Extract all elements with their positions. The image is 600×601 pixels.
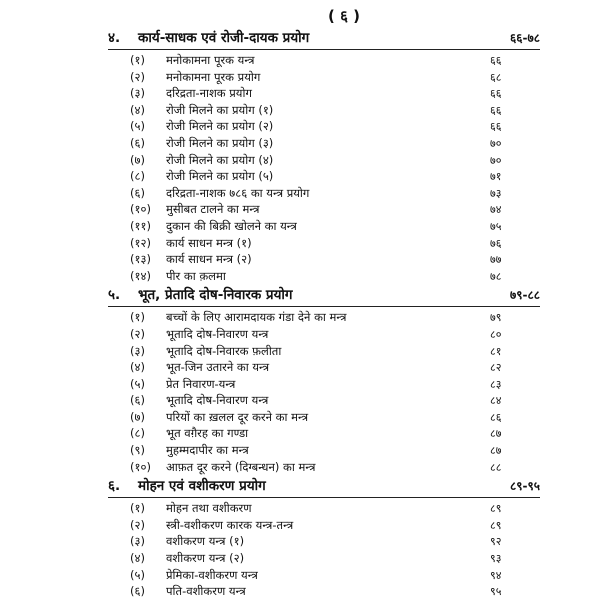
entry-page: ७४ [490, 203, 502, 217]
entry-title: कार्य साधन मन्त्र (१) [166, 235, 252, 250]
entry-number: (२) [130, 517, 145, 532]
contents-entry[interactable] [108, 310, 540, 327]
contents-entry[interactable] [108, 568, 540, 585]
entry-number: (११) [130, 218, 151, 233]
section-number: ४. [108, 30, 121, 46]
section-title-group [108, 285, 293, 303]
entry-number: (४) [130, 551, 145, 566]
entry-number: (३) [130, 343, 145, 358]
contents-entry[interactable] [108, 103, 540, 120]
contents-entry[interactable] [108, 501, 540, 518]
entry-title: भूत वग़ैरह का गण्डा [166, 426, 249, 441]
contents-entry[interactable] [108, 460, 540, 477]
section-heading [108, 28, 540, 48]
contents-entry[interactable] [108, 393, 540, 410]
contents-entry[interactable] [108, 252, 540, 269]
entry-number: (१) [130, 310, 145, 325]
entry-title: मनोकामना पूरक यन्त्र [166, 53, 255, 67]
entry-number: (२) [130, 69, 145, 84]
entry-page: ९५ [490, 585, 502, 599]
entry-title: प्रेमिका-वशीकरण यन्त्र [166, 567, 258, 582]
entry-number: (८) [130, 426, 145, 441]
entry-page: ७० [490, 153, 502, 167]
contents-entry[interactable] [108, 518, 540, 535]
section-divider [108, 306, 540, 307]
entry-page: ६६ [490, 103, 502, 117]
entry-title: रोजी मिलने का प्रयोग (३) [166, 135, 274, 150]
contents-entry[interactable] [108, 360, 540, 377]
section-page-range: ८९-९५ [510, 479, 540, 494]
section-title: मोहन एवं वशीकरण प्रयोग [138, 478, 266, 495]
entry-page: ९२ [490, 535, 502, 549]
entry-title: बच्चों के लिए आरामदायक गंडा देने का मन्त्र [166, 310, 347, 325]
entry-title: रोजी मिलने का प्रयोग (१) [166, 102, 274, 117]
entry-number: (७) [130, 409, 145, 424]
contents-entry[interactable] [108, 219, 540, 236]
contents-entry[interactable] [108, 169, 540, 186]
section-title: कार्य-साधक एवं रोजी-दायक प्रयोग [138, 30, 310, 46]
entry-number: (६) [130, 135, 145, 150]
contents-entry[interactable] [108, 119, 540, 136]
contents-entry[interactable] [108, 70, 540, 87]
page-number: ( ६ ) [328, 7, 360, 25]
entry-title: दुकान की बिक्री खोलने का यन्त्र [166, 218, 297, 233]
entry-page: ७३ [490, 186, 502, 200]
section-title-group [108, 28, 309, 46]
entry-page: ७५ [490, 219, 502, 233]
entry-number: (१२) [130, 235, 151, 250]
entry-title: आफ़त दूर करने (दिग्बन्धन) का मन्त्र [166, 459, 316, 474]
entry-title: स्त्री-वशीकरण कारक यन्त्र-तन्त्र [166, 517, 294, 532]
contents-entry[interactable] [108, 584, 540, 601]
entry-title: प्रेत निवारण-यन्त्र [166, 376, 236, 391]
entry-title: भूतादि दोष-निवारण यन्त्र [166, 326, 269, 341]
entry-page: ७६ [490, 236, 502, 250]
entry-title: मुसीबत टालने का मन्त्र [166, 202, 260, 217]
entry-page: ९४ [490, 568, 502, 582]
section-divider [108, 497, 540, 498]
entry-page: ६८ [490, 70, 502, 84]
contents-entry[interactable] [108, 426, 540, 443]
entry-page: ६६ [490, 87, 502, 101]
entry-number: (४) [130, 102, 145, 117]
entry-title: रोजी मिलने का प्रयोग (२) [166, 119, 274, 134]
entry-number: (१) [130, 501, 145, 516]
entry-number: (७) [130, 152, 145, 167]
entry-number: (१४) [130, 268, 151, 283]
entry-page: ७० [490, 136, 502, 150]
entry-page: ६६ [490, 54, 502, 67]
entry-title: दरिद्रता-नाशक प्रयोग [166, 86, 252, 101]
entry-number: (४) [130, 360, 145, 375]
entry-number: (५) [130, 119, 145, 134]
contents-entry[interactable] [108, 236, 540, 253]
contents-entry[interactable] [108, 153, 540, 170]
entry-page: ८७ [490, 427, 502, 441]
contents-entry[interactable] [108, 344, 540, 361]
entry-page: ९३ [490, 552, 502, 566]
entry-title: मोहन तथा वशीकरण [166, 501, 252, 516]
entry-number: (६) [130, 584, 145, 599]
entry-title: वशीकरण यन्त्र (२) [166, 551, 245, 566]
section-number: ६. [108, 478, 121, 495]
contents-list [108, 28, 540, 601]
section-heading [108, 285, 540, 305]
section-divider [108, 49, 540, 50]
entry-title: भूतादि दोष-निवारण यन्त्र [166, 393, 269, 408]
contents-entry[interactable] [108, 327, 540, 344]
entry-number: (१०) [130, 202, 151, 217]
entry-page: ८१ [490, 344, 502, 358]
section-number: ५. [108, 287, 121, 304]
contents-entry[interactable] [108, 53, 540, 70]
entry-title: भूत-जिन उतारने का यन्त्र [166, 360, 270, 375]
entry-page: ६६ [490, 120, 502, 134]
entry-title: मनोकामना पूरक प्रयोग [166, 69, 261, 84]
entry-title: रोजी मिलने का प्रयोग (४) [166, 152, 274, 167]
entry-page: ८७ [490, 444, 502, 458]
contents-entry[interactable] [108, 534, 540, 551]
entry-number: (१०) [130, 459, 151, 474]
entry-number: (६) [130, 393, 145, 408]
entry-number: (३) [130, 534, 145, 549]
entry-page: ८९ [490, 502, 502, 516]
entry-title: रोजी मिलने का प्रयोग (५) [166, 169, 274, 184]
entry-title: मुहम्मदापीर का मन्त्र [166, 443, 249, 458]
contents-entry[interactable] [108, 443, 540, 460]
contents-entry[interactable] [108, 377, 540, 394]
entry-title: पति-वशीकरण यन्त्र [166, 584, 246, 599]
section-title: भूत, प्रेतादि दोष-निवारक प्रयोग [138, 287, 293, 304]
section-title-group [108, 476, 266, 494]
entry-page: ८६ [490, 410, 502, 424]
entry-title: पीर का क़लमा [166, 268, 226, 283]
entry-title: दरिद्रता-नाशक ७८६ का यन्त्र प्रयोग [166, 185, 310, 200]
entry-title: कार्य साधन मन्त्र (२) [166, 252, 252, 267]
entry-page: ७१ [490, 170, 502, 184]
entry-number: (५) [130, 376, 145, 391]
entry-number: (१३) [130, 252, 151, 267]
entry-number: (६) [130, 185, 145, 200]
entry-page: ७७ [490, 253, 502, 267]
entry-page: ८३ [490, 377, 502, 391]
entry-title: परियों का ख़लल दूर करने का मन्त्र [166, 409, 309, 424]
entry-page: ८९ [490, 518, 502, 532]
contents-entry[interactable] [108, 551, 540, 568]
contents-entry[interactable] [108, 202, 540, 219]
section-heading [108, 476, 540, 496]
contents-entry[interactable] [108, 86, 540, 103]
section-page-range: ७९-८८ [510, 288, 540, 303]
contents-entry[interactable] [108, 269, 540, 286]
contents-entry[interactable] [108, 186, 540, 203]
entry-page: ७८ [490, 269, 502, 283]
entry-number: (८) [130, 169, 145, 184]
entry-number: (३) [130, 86, 145, 101]
contents-entry[interactable] [108, 410, 540, 427]
entry-page: ८२ [490, 361, 502, 375]
entry-page: ८४ [490, 394, 502, 408]
entry-page: ८८ [490, 460, 502, 474]
section-page-range: ६६-७८ [510, 31, 540, 45]
entry-page: ८० [490, 327, 502, 341]
entry-title: वशीकरण यन्त्र (१) [166, 534, 245, 549]
entry-number: (२) [130, 326, 145, 341]
entry-title: भूतादि दोष-निवारक फ़लीता [166, 343, 282, 358]
entry-number: (५) [130, 567, 145, 582]
contents-entry[interactable] [108, 136, 540, 153]
entry-page: ७९ [490, 311, 502, 325]
entry-number: (१) [130, 53, 145, 67]
entry-number: (९) [130, 443, 145, 458]
